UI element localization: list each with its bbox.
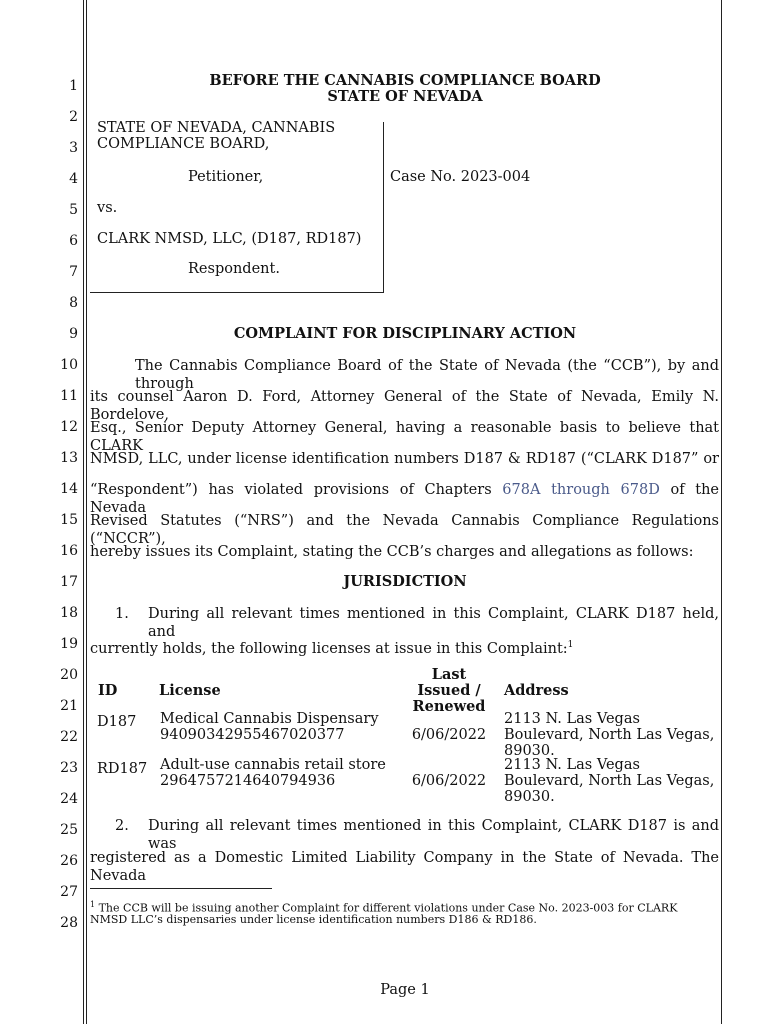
table-header-license: License xyxy=(159,682,221,699)
row-date: 6/06/2022 xyxy=(411,727,487,743)
row-address-line2: Boulevard, North Las Vegas, xyxy=(504,727,715,743)
row-license-name: Adult-use cannabis retail store xyxy=(160,757,386,773)
intro-line-6: Revised Statutes (“NRS”) and the Nevada Cannabis Compliance Regulations (“NCCR”), xyxy=(90,513,719,547)
intro-line-3: Esq., Senior Deputy Attorney General, having a reasonable basis to believe that CLARK xyxy=(90,420,719,454)
line-number: 10 xyxy=(60,357,78,373)
row-id: RD187 xyxy=(97,761,148,777)
versus-label: vs. xyxy=(97,200,118,216)
intro-line-5-text-b: of the Nevada xyxy=(90,482,719,516)
line-number: 1 xyxy=(69,78,78,94)
line-number: 17 xyxy=(60,574,78,590)
row-address-line1: 2113 N. Las Vegas xyxy=(504,711,640,727)
chapters-reference-link[interactable]: 678A through 678D xyxy=(502,482,660,498)
footnote-separator xyxy=(90,888,272,889)
table-header-issued-line1: Last xyxy=(431,666,467,683)
line-number: 12 xyxy=(60,419,78,435)
footnote-text-1: The CCB will be issuing another Complaint for different violations under Case No. 2023-003 for CLARK xyxy=(98,901,678,915)
line-number: 22 xyxy=(60,729,78,745)
line-number: 27 xyxy=(60,884,78,900)
line-number: 21 xyxy=(60,698,78,714)
line-number: 2 xyxy=(69,109,78,125)
petitioner-role: Petitioner, xyxy=(188,169,264,185)
line-number: 15 xyxy=(60,512,78,528)
jurisdiction-heading: JURISDICTION xyxy=(343,573,467,590)
paragraph-1-line-2 xyxy=(90,636,573,658)
intro-line-2: its counsel Aaron D. Ford, Attorney General of the State of Nevada, Emily N. Bordelove, xyxy=(90,389,719,423)
respondent-role: Respondent. xyxy=(188,261,280,277)
table-header-issued-line3: Renewed xyxy=(412,698,486,715)
line-number: 16 xyxy=(60,543,78,559)
row-license-number: 2964757214640794936 xyxy=(160,773,336,789)
intro-line-7: hereby issues its Complaint, stating the CCB’s charges and allegations as follows: xyxy=(90,544,694,560)
line-number: 6 xyxy=(69,233,78,249)
intro-line-1: The Cannabis Compliance Board of the State of Nevada (the “CCB”), by and through xyxy=(135,358,719,392)
petitioner-name-line2: COMPLIANCE BOARD, xyxy=(97,136,270,152)
line-number: 18 xyxy=(60,605,78,621)
paragraph-1-number: 1. xyxy=(115,606,129,622)
right-margin-rule xyxy=(721,0,722,1024)
line-number: 25 xyxy=(60,822,78,838)
line-number: 7 xyxy=(69,264,78,280)
footnote-reference[interactable]: 1 xyxy=(567,640,574,650)
left-margin-rule-inner xyxy=(86,0,87,1024)
line-number: 28 xyxy=(60,915,78,931)
row-license-name: Medical Cannabis Dispensary xyxy=(160,711,379,727)
page-number: Page 1 xyxy=(380,982,430,998)
line-number: 13 xyxy=(60,450,78,466)
line-number: 5 xyxy=(69,202,78,218)
case-number: Case No. 2023-004 xyxy=(390,169,531,185)
footnote-mark: 1 xyxy=(90,900,96,909)
footnote-line-2: NMSD LLC’s dispensaries under license identification numbers D186 & RD186. xyxy=(90,913,537,926)
line-number: 4 xyxy=(69,171,78,187)
row-address-line3: 89030. xyxy=(504,789,555,805)
court-heading-line2: STATE OF NEVADA xyxy=(327,88,483,105)
paragraph-1-line-1: During all relevant times mentioned in this Complaint, CLARK D187 held, and xyxy=(148,606,719,640)
line-number: 3 xyxy=(69,140,78,156)
table-header-issued-line2: Issued / xyxy=(417,682,481,699)
table-header-address: Address xyxy=(504,682,569,699)
petitioner-name-line1: STATE OF NEVADA, CANNABIS xyxy=(97,120,336,136)
line-number: 8 xyxy=(69,295,78,311)
line-number: 9 xyxy=(69,326,78,342)
table-header-id: ID xyxy=(98,682,118,699)
left-margin-rule-outer xyxy=(83,0,84,1024)
caption-bottom-rule xyxy=(90,292,384,293)
row-address-line2: Boulevard, North Las Vegas, xyxy=(504,773,715,789)
row-address-line1: 2113 N. Las Vegas xyxy=(504,757,640,773)
document-title: COMPLAINT FOR DISCIPLINARY ACTION xyxy=(233,325,577,342)
row-license-number: 94090342955467020377 xyxy=(160,727,345,743)
row-id: D187 xyxy=(97,714,137,730)
line-number: 20 xyxy=(60,667,78,683)
respondent-name: CLARK NMSD, LLC, (D187, RD187) xyxy=(97,231,362,247)
row-address-line3: 89030. xyxy=(504,743,555,759)
court-heading-line1: BEFORE THE CANNABIS COMPLIANCE BOARD xyxy=(209,72,601,89)
row-date: 6/06/2022 xyxy=(411,773,487,789)
paragraph-2-number: 2. xyxy=(115,818,129,834)
line-number: 23 xyxy=(60,760,78,776)
intro-line-4: NMSD, LLC, under license identification numbers D187 & RD187 (“CLARK D187” or xyxy=(90,451,719,467)
caption-vertical-rule xyxy=(383,122,384,293)
line-number: 14 xyxy=(60,481,78,497)
line-number: 26 xyxy=(60,853,78,869)
line-number: 19 xyxy=(60,636,78,652)
line-number: 11 xyxy=(60,388,78,404)
intro-line-5-text-a: “Respondent”) has violated provisions of Chapters xyxy=(90,482,492,498)
paragraph-2-line-1: During all relevant times mentioned in this Complaint, CLARK D187 is and was xyxy=(148,818,719,852)
paragraph-2-line-2: registered as a Domestic Limited Liability Company in the State of Nevada. The Nevada xyxy=(90,850,719,884)
paragraph-1-line-2-text: currently holds, the following licenses at issue in this Complaint: xyxy=(90,640,568,657)
line-number: 24 xyxy=(60,791,78,807)
